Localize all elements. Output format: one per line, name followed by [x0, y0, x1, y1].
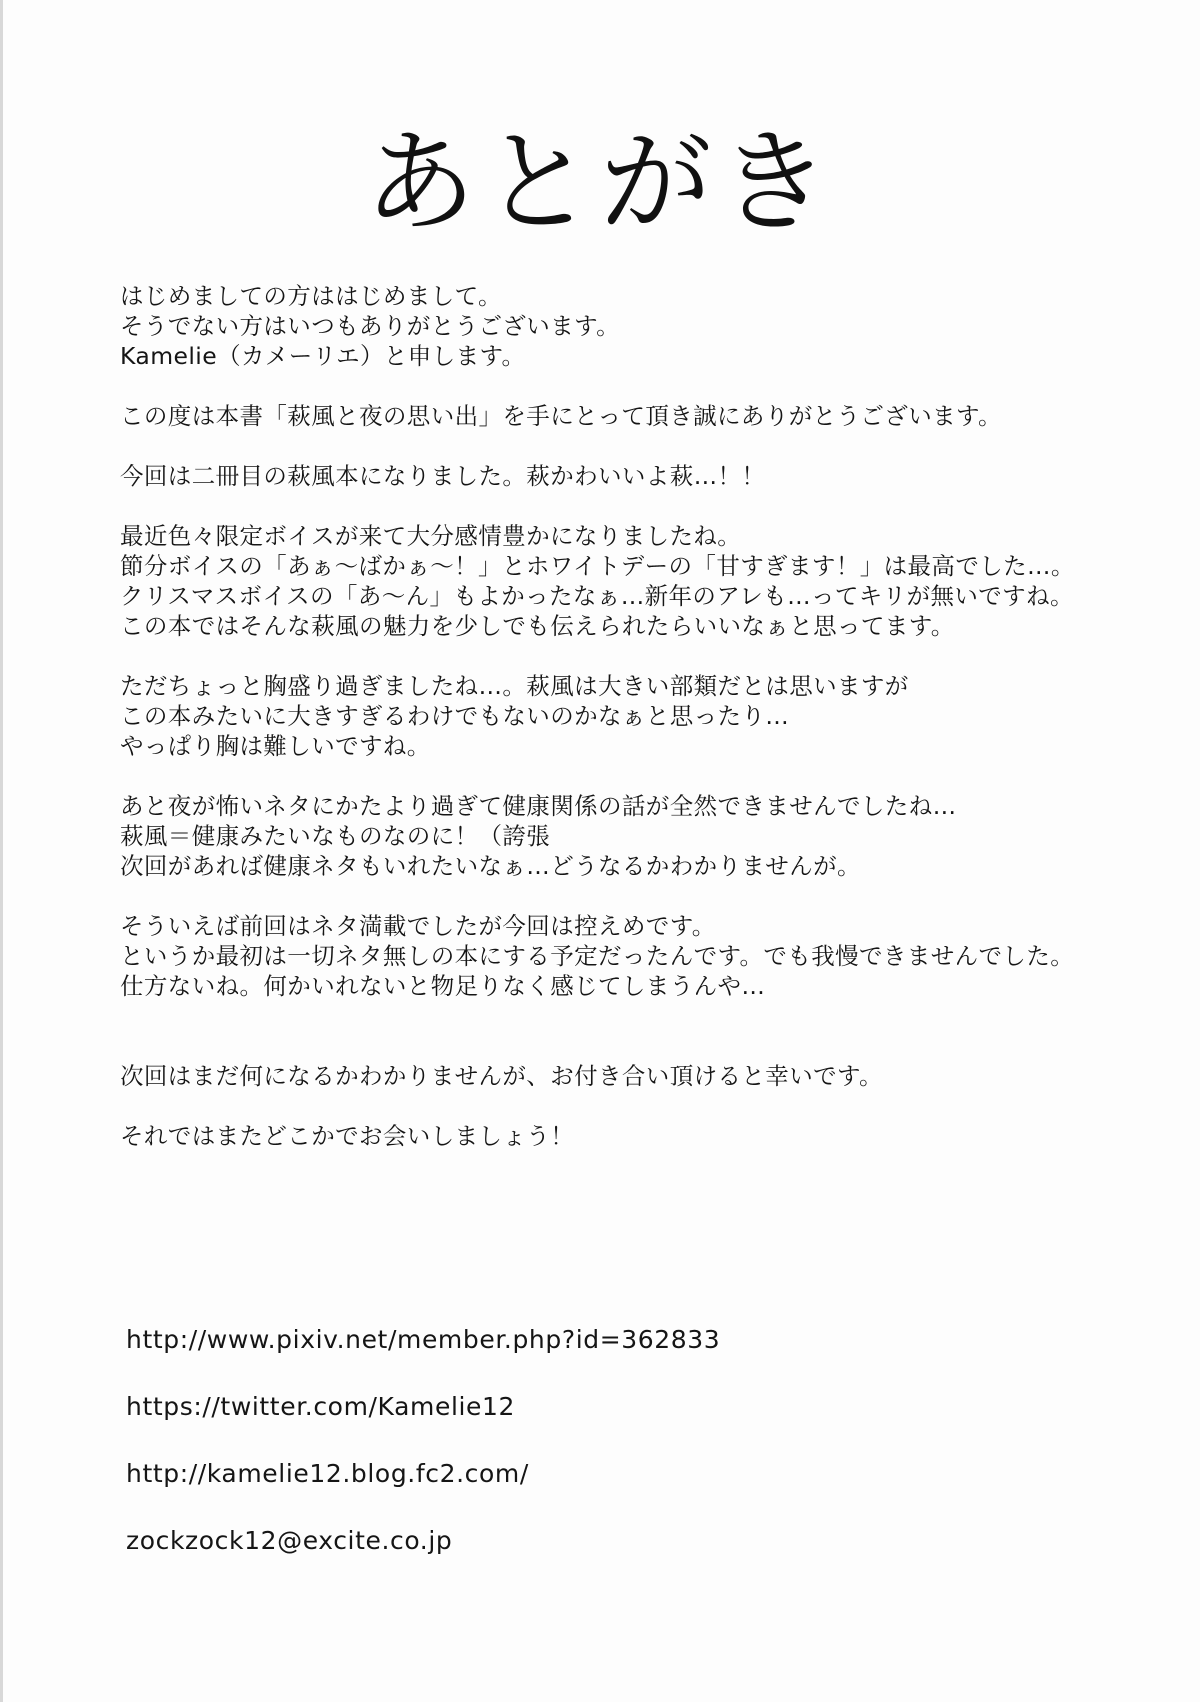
body-line: 萩風＝健康みたいなものなのに！（誇張: [120, 822, 551, 850]
body-line: やっぱり胸は難しいですね。: [120, 732, 431, 760]
body-line: それではまたどこかでお会いしましょう！: [120, 1122, 575, 1150]
twitter-link[interactable]: https://twitter.com/Kamelie12: [126, 1392, 516, 1421]
body-line: Kamelie（カメーリエ）と申します。: [120, 342, 526, 370]
body-line: この度は本書「萩風と夜の思い出」を手にとって頂き誠にありがとうございます。: [120, 402, 1002, 430]
afterword-body: [120, 281, 1160, 1181]
body-line: 節分ボイスの「あぁ〜ばかぁ〜！」とホワイトデーの「甘すぎます！」は最高でした…。: [120, 552, 1075, 580]
email-address[interactable]: zockzock12@excite.co.jp: [126, 1526, 453, 1555]
pixiv-link[interactable]: http://www.pixiv.net/member.php?id=362833: [126, 1325, 721, 1354]
paragraph-greeting: [120, 281, 1160, 371]
scan-edge: [0, 0, 3, 1702]
blog-link[interactable]: http://kamelie12.blog.fc2.com/: [126, 1459, 529, 1488]
body-line: 仕方ないね。何かいれないと物足りなく感じてしまうんや…: [120, 972, 766, 1000]
body-line: 次回があれば健康ネタもいれたいなぁ…どうなるかわかりませんが。: [120, 852, 861, 880]
body-line: はじめましての方ははじめまして。: [120, 282, 502, 310]
body-line: 今回は二冊目の萩風本になりました。萩かわいいよ萩…！！: [120, 462, 766, 490]
page-title: あとがき: [364, 118, 836, 248]
body-line: そういえば前回はネタ満載でしたが今回は控えめです。: [120, 912, 716, 940]
body-line: ただちょっと胸盛り過ぎましたね…。萩風は大きい部類だとは思いますが: [120, 672, 909, 700]
body-line: そうでない方はいつもありがとうございます。: [120, 312, 621, 340]
paragraph-next: [120, 1061, 1160, 1091]
paragraph-design: [120, 671, 1160, 761]
contact-links: [126, 1325, 1026, 1556]
paragraph-jokes: [120, 911, 1160, 1001]
body-line: というか最初は一切ネタ無しの本にする予定だったんです。でも我慢できませんでした。: [120, 942, 1075, 970]
paragraph-thanks: [120, 401, 1160, 431]
body-line: クリスマスボイスの「あ〜ん」もよかったなぁ…新年のアレも…ってキリが無いですね。: [120, 582, 1074, 610]
paragraph-health: [120, 791, 1160, 881]
body-line: あと夜が怖いネタにかたより過ぎて健康関係の話が全然できませんでしたね…: [120, 792, 957, 820]
paragraph-voices: [120, 521, 1160, 641]
body-line: 最近色々限定ボイスが来て大分感情豊かになりましたね。: [120, 522, 742, 550]
body-line: この本ではそんな萩風の魅力を少しでも伝えられたらいいなぁと思ってます。: [120, 612, 955, 640]
paragraph-farewell: [120, 1121, 1160, 1151]
body-line: 次回はまだ何になるかわかりませんが、お付き合い頂けると幸いです。: [120, 1062, 883, 1090]
paragraph-second-book: [120, 461, 1160, 491]
body-line: この本みたいに大きすぎるわけでもないのかなぁと思ったり…: [120, 702, 790, 730]
